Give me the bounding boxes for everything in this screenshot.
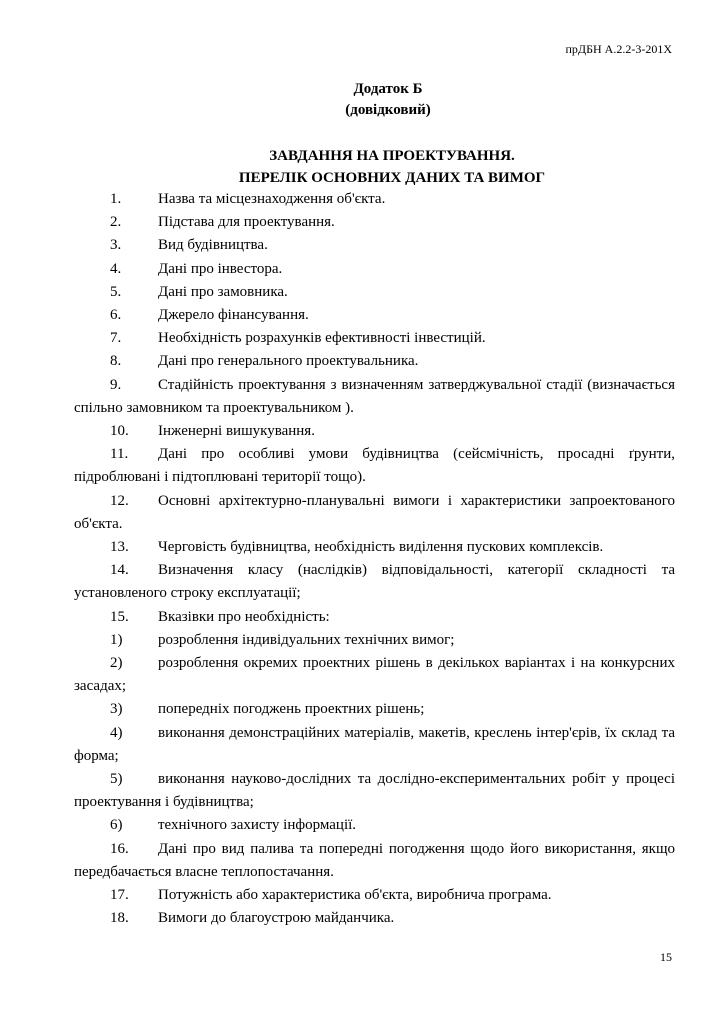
list-item-number: 6.	[110, 307, 122, 324]
list-item	[74, 327, 675, 350]
list-item-text: Вид будівництва.	[158, 237, 268, 254]
list-item	[74, 490, 675, 536]
list-item-number: 8.	[110, 353, 122, 370]
list-item-number: 4.	[110, 260, 122, 277]
list-item	[74, 350, 675, 373]
list-item	[74, 536, 675, 559]
list-item-number: 3)	[110, 701, 123, 718]
list-item-text: Джерело фінансування.	[158, 307, 309, 324]
list-item-number: 18.	[110, 910, 129, 927]
list-item-number: 6)	[110, 817, 123, 834]
list-item-text: попередніх погоджень проектних рішень;	[158, 701, 425, 718]
list-item-text: Черговість будівництва, необхідність виділення пускових комплексів.	[158, 539, 604, 556]
list-item	[74, 606, 675, 629]
list-item-number: 5.	[110, 283, 122, 300]
list-item-number: 3.	[110, 237, 122, 254]
list-item-number: 1.	[110, 191, 122, 207]
list-item-text: Вимоги до благоустрою майданчика.	[158, 910, 395, 927]
list-item-text: виконання науково-дослідних та дослідно-експериментальних робіт у процесі проектування і будівництва;	[74, 771, 675, 811]
list-item-text: Назва та місцезнаходження об'єкта.	[158, 191, 386, 207]
document-code: прДБН А.2.2-3-201Х	[565, 42, 672, 56]
list-item-number: 2)	[110, 655, 123, 672]
list-item-text: Потужність або характеристика об'єкта, виробнича програма.	[158, 887, 552, 904]
list-item-text: виконання демонстраційних матеріалів, макетів, креслень інтер'єрів, їх склад та форма;	[74, 724, 675, 764]
list-item	[74, 698, 675, 721]
appendix-title-block	[0, 79, 728, 121]
list-item	[74, 211, 675, 234]
list-item	[74, 304, 675, 327]
list-item-number: 15.	[110, 608, 129, 625]
list-item-number: 9.	[110, 376, 122, 393]
list-item	[74, 234, 675, 257]
list-item-text: Стадійність проектування з визначенням затверджувальної стадії (визначається спільно замовником та проектувальником ).	[74, 376, 675, 416]
list-item-text: розроблення індивідуальних технічних вимог;	[158, 631, 455, 648]
list-item-number: 5)	[110, 771, 123, 788]
list-item-text: Вказівки про необхідність:	[158, 608, 330, 625]
list-item	[74, 559, 675, 605]
section-heading	[0, 145, 728, 189]
list-item-number: 16.	[110, 840, 129, 857]
list-item-text: Дані про генерального проектувальника.	[158, 353, 419, 370]
list-item-text: технічного захисту інформації.	[158, 817, 357, 834]
list-item-number: 7.	[110, 330, 122, 347]
list-item-text: Необхідність розрахунків ефективності інвестицій.	[158, 330, 486, 347]
list-item-text: Визначення класу (наслідків) відповідальності, категорії складності та установленого строку експлуатації;	[74, 562, 675, 602]
list-item-number: 11.	[110, 446, 129, 463]
appendix-title: Додаток Б	[353, 81, 423, 97]
list-item-number: 1)	[110, 631, 123, 648]
list-item	[74, 884, 675, 907]
list-item	[74, 443, 675, 489]
list-item-number: 4)	[110, 724, 123, 741]
list-item-text: Основні архітектурно-планувальні вимоги і характеристики запроектованого об'єкта.	[74, 492, 675, 532]
list-item	[74, 420, 675, 443]
list-item-number: 12.	[110, 492, 129, 509]
list-item-number: 10.	[110, 423, 129, 440]
list-item-number: 2.	[110, 214, 122, 231]
list-item-text: Дані про особливі умови будівництва (сейсмічність, просадні ґрунти, підроблювані і підтоплювані території тощо).	[74, 446, 675, 486]
list-item-text: Дані про замовника.	[158, 283, 288, 300]
list-item	[74, 281, 675, 304]
list-item-text: Дані про вид палива та попередні погодження щодо його використання, якщо передбачається власне теплопостачання.	[74, 840, 675, 880]
list-item	[74, 374, 675, 420]
page-number: 15	[660, 950, 672, 964]
list-item	[74, 258, 675, 281]
list-item-number: 17.	[110, 887, 129, 904]
list-item-number: 14.	[110, 562, 129, 579]
list-item	[74, 722, 675, 768]
list-item-text: Інженерні вишукування.	[158, 423, 315, 440]
section-heading-line-1: ЗАВДАННЯ НА ПРОЕКТУВАННЯ.	[269, 148, 515, 164]
list-item-number: 13.	[110, 539, 129, 556]
list-item	[74, 652, 675, 698]
requirements-list	[74, 188, 675, 931]
list-item	[74, 838, 675, 884]
list-item-text: розроблення окремих проектних рішень в декількох варіантах і на конкурсних засадах;	[74, 655, 675, 695]
list-item	[74, 814, 675, 837]
list-item	[74, 188, 675, 211]
section-heading-line-2: ПЕРЕЛІК ОСНОВНИХ ДАНИХ ТА ВИМОГ	[238, 170, 546, 186]
list-item-text: Дані про інвестора.	[158, 260, 283, 277]
appendix-subtitle: (довідковий)	[345, 102, 431, 118]
list-item-text: Підстава для проектування.	[158, 214, 335, 231]
list-item	[74, 907, 675, 930]
list-item	[74, 629, 675, 652]
list-item	[74, 768, 675, 814]
